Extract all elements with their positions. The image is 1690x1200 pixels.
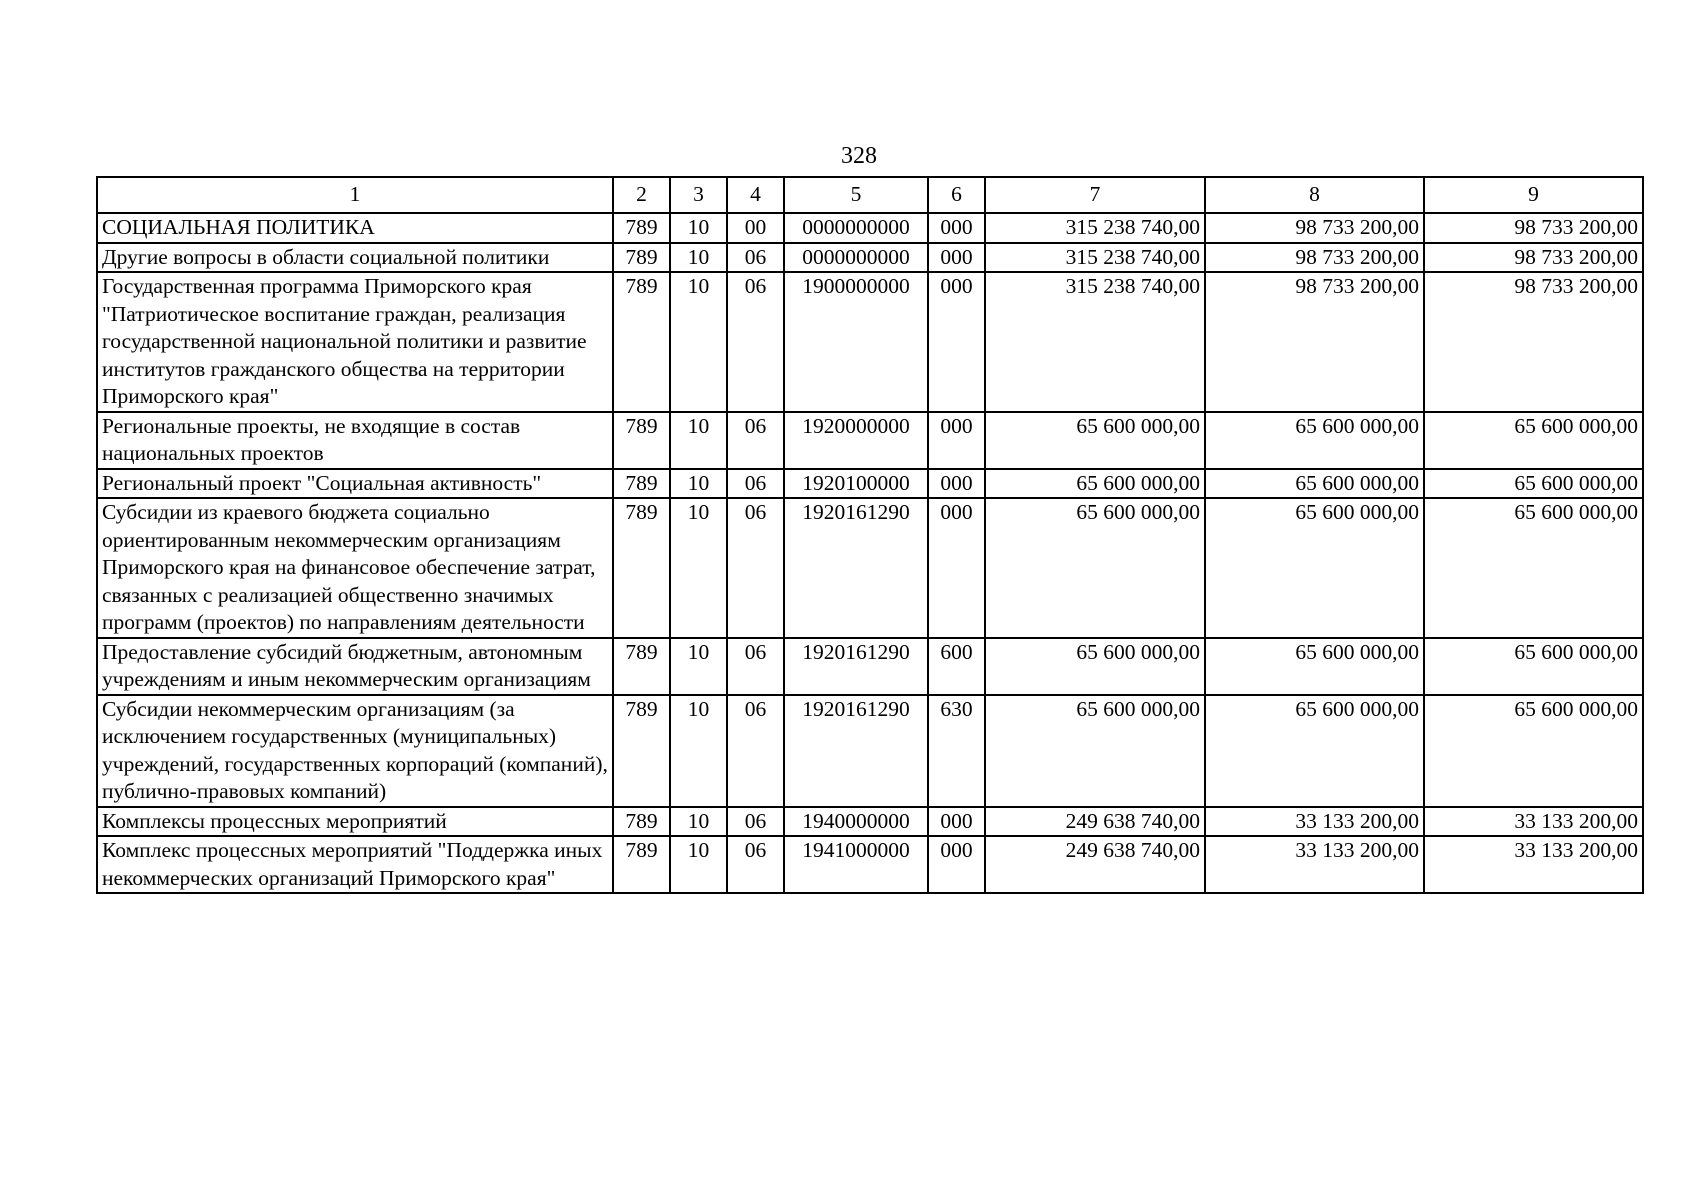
amount-cell: 65 600 000,00 <box>1424 412 1643 469</box>
code-cell: 10 <box>670 638 727 695</box>
code-cell: 06 <box>727 807 784 837</box>
amount-cell: 65 600 000,00 <box>1205 469 1424 499</box>
code-cell: 06 <box>727 469 784 499</box>
column-header: 4 <box>727 177 784 213</box>
amount-cell: 65 600 000,00 <box>1205 498 1424 638</box>
item-name: Субсидии некоммерческим организациям (за исключением государственных (муниципальных) учреждений, государственных корпораций (компаний), публично-правовых компаний) <box>97 695 613 807</box>
code-cell: 1900000000 <box>784 272 928 412</box>
item-name: Другие вопросы в области социальной политики <box>97 243 613 273</box>
column-header: 8 <box>1205 177 1424 213</box>
code-cell: 789 <box>613 412 670 469</box>
code-cell: 0000000000 <box>784 213 928 243</box>
column-header: 2 <box>613 177 670 213</box>
table-row <box>97 412 1643 469</box>
amount-cell: 33 133 200,00 <box>1424 807 1643 837</box>
code-cell: 00 <box>727 213 784 243</box>
code-cell: 06 <box>727 498 784 638</box>
item-name: Субсидии из краевого бюджета социально ориентированным некоммерческим организациям Приморского края на финансовое обеспечение затрат, связанных с реализацией общественно значимых программ (проектов) по направлениям деятельности <box>97 498 613 638</box>
amount-cell: 65 600 000,00 <box>1205 638 1424 695</box>
code-cell: 1920100000 <box>784 469 928 499</box>
code-cell: 10 <box>670 412 727 469</box>
code-cell: 0000000000 <box>784 243 928 273</box>
code-cell: 10 <box>670 498 727 638</box>
column-header: 7 <box>985 177 1205 213</box>
code-cell: 789 <box>613 469 670 499</box>
code-cell: 10 <box>670 807 727 837</box>
code-cell: 06 <box>727 272 784 412</box>
column-header: 6 <box>928 177 985 213</box>
amount-cell: 65 600 000,00 <box>1205 412 1424 469</box>
table-row <box>97 836 1643 893</box>
code-cell: 1920161290 <box>784 498 928 638</box>
code-cell: 1940000000 <box>784 807 928 837</box>
code-cell: 789 <box>613 807 670 837</box>
amount-cell: 98 733 200,00 <box>1205 243 1424 273</box>
code-cell: 000 <box>928 213 985 243</box>
amount-cell: 65 600 000,00 <box>985 695 1205 807</box>
amount-cell: 33 133 200,00 <box>1205 807 1424 837</box>
header-row <box>97 177 1643 213</box>
page-number: 328 <box>841 143 877 169</box>
table-row <box>97 469 1643 499</box>
code-cell: 789 <box>613 638 670 695</box>
code-cell: 789 <box>613 243 670 273</box>
table-row <box>97 807 1643 837</box>
item-name: Комплекс процессных мероприятий "Поддержка иных некоммерческих организаций Приморского края" <box>97 836 613 893</box>
item-name: Комплексы процессных мероприятий <box>97 807 613 837</box>
item-name: Региональный проект "Социальная активность" <box>97 469 613 499</box>
amount-cell: 98 733 200,00 <box>1424 213 1643 243</box>
amount-cell: 315 238 740,00 <box>985 272 1205 412</box>
code-cell: 789 <box>613 213 670 243</box>
column-header: 9 <box>1424 177 1643 213</box>
amount-cell: 98 733 200,00 <box>1424 272 1643 412</box>
table-row <box>97 213 1643 243</box>
code-cell: 1941000000 <box>784 836 928 893</box>
code-cell: 06 <box>727 695 784 807</box>
budget-table <box>96 176 1644 894</box>
amount-cell: 65 600 000,00 <box>985 469 1205 499</box>
item-name: Региональные проекты, не входящие в состав национальных проектов <box>97 412 613 469</box>
item-name: Предоставление субсидий бюджетным, автономным учреждениям и иным некоммерческим организациям <box>97 638 613 695</box>
code-cell: 000 <box>928 412 985 469</box>
amount-cell: 65 600 000,00 <box>1205 695 1424 807</box>
code-cell: 1920161290 <box>784 695 928 807</box>
amount-cell: 65 600 000,00 <box>1424 498 1643 638</box>
code-cell: 1920161290 <box>784 638 928 695</box>
code-cell: 10 <box>670 836 727 893</box>
code-cell: 06 <box>727 412 784 469</box>
amount-cell: 65 600 000,00 <box>1424 638 1643 695</box>
code-cell: 10 <box>670 695 727 807</box>
amount-cell: 33 133 200,00 <box>1424 836 1643 893</box>
code-cell: 000 <box>928 498 985 638</box>
code-cell: 630 <box>928 695 985 807</box>
code-cell: 10 <box>670 272 727 412</box>
code-cell: 789 <box>613 272 670 412</box>
code-cell: 000 <box>928 469 985 499</box>
code-cell: 10 <box>670 213 727 243</box>
code-cell: 789 <box>613 695 670 807</box>
item-name: СОЦИАЛЬНАЯ ПОЛИТИКА <box>97 213 613 243</box>
amount-cell: 65 600 000,00 <box>985 498 1205 638</box>
column-header: 3 <box>670 177 727 213</box>
code-cell: 789 <box>613 498 670 638</box>
column-header: 5 <box>784 177 928 213</box>
table-row <box>97 695 1643 807</box>
amount-cell: 249 638 740,00 <box>985 807 1205 837</box>
column-header: 1 <box>97 177 613 213</box>
code-cell: 06 <box>727 836 784 893</box>
code-cell: 06 <box>727 243 784 273</box>
item-name: Государственная программа Приморского края "Патриотическое воспитание граждан, реализация государственной национальной политики и развитие институтов гражданского общества на территории Приморского края" <box>97 272 613 412</box>
code-cell: 1920000000 <box>784 412 928 469</box>
code-cell: 000 <box>928 807 985 837</box>
amount-cell: 249 638 740,00 <box>985 836 1205 893</box>
amount-cell: 33 133 200,00 <box>1205 836 1424 893</box>
amount-cell: 315 238 740,00 <box>985 213 1205 243</box>
amount-cell: 315 238 740,00 <box>985 243 1205 273</box>
code-cell: 000 <box>928 836 985 893</box>
code-cell: 06 <box>727 638 784 695</box>
table-row <box>97 498 1643 638</box>
amount-cell: 65 600 000,00 <box>985 638 1205 695</box>
code-cell: 10 <box>670 243 727 273</box>
amount-cell: 65 600 000,00 <box>1424 695 1643 807</box>
code-cell: 600 <box>928 638 985 695</box>
amount-cell: 98 733 200,00 <box>1424 243 1643 273</box>
code-cell: 10 <box>670 469 727 499</box>
amount-cell: 65 600 000,00 <box>1424 469 1643 499</box>
table-row <box>97 243 1643 273</box>
amount-cell: 65 600 000,00 <box>985 412 1205 469</box>
table-row <box>97 272 1643 412</box>
amount-cell: 98 733 200,00 <box>1205 272 1424 412</box>
table-row <box>97 638 1643 695</box>
code-cell: 000 <box>928 243 985 273</box>
code-cell: 789 <box>613 836 670 893</box>
code-cell: 000 <box>928 272 985 412</box>
amount-cell: 98 733 200,00 <box>1205 213 1424 243</box>
